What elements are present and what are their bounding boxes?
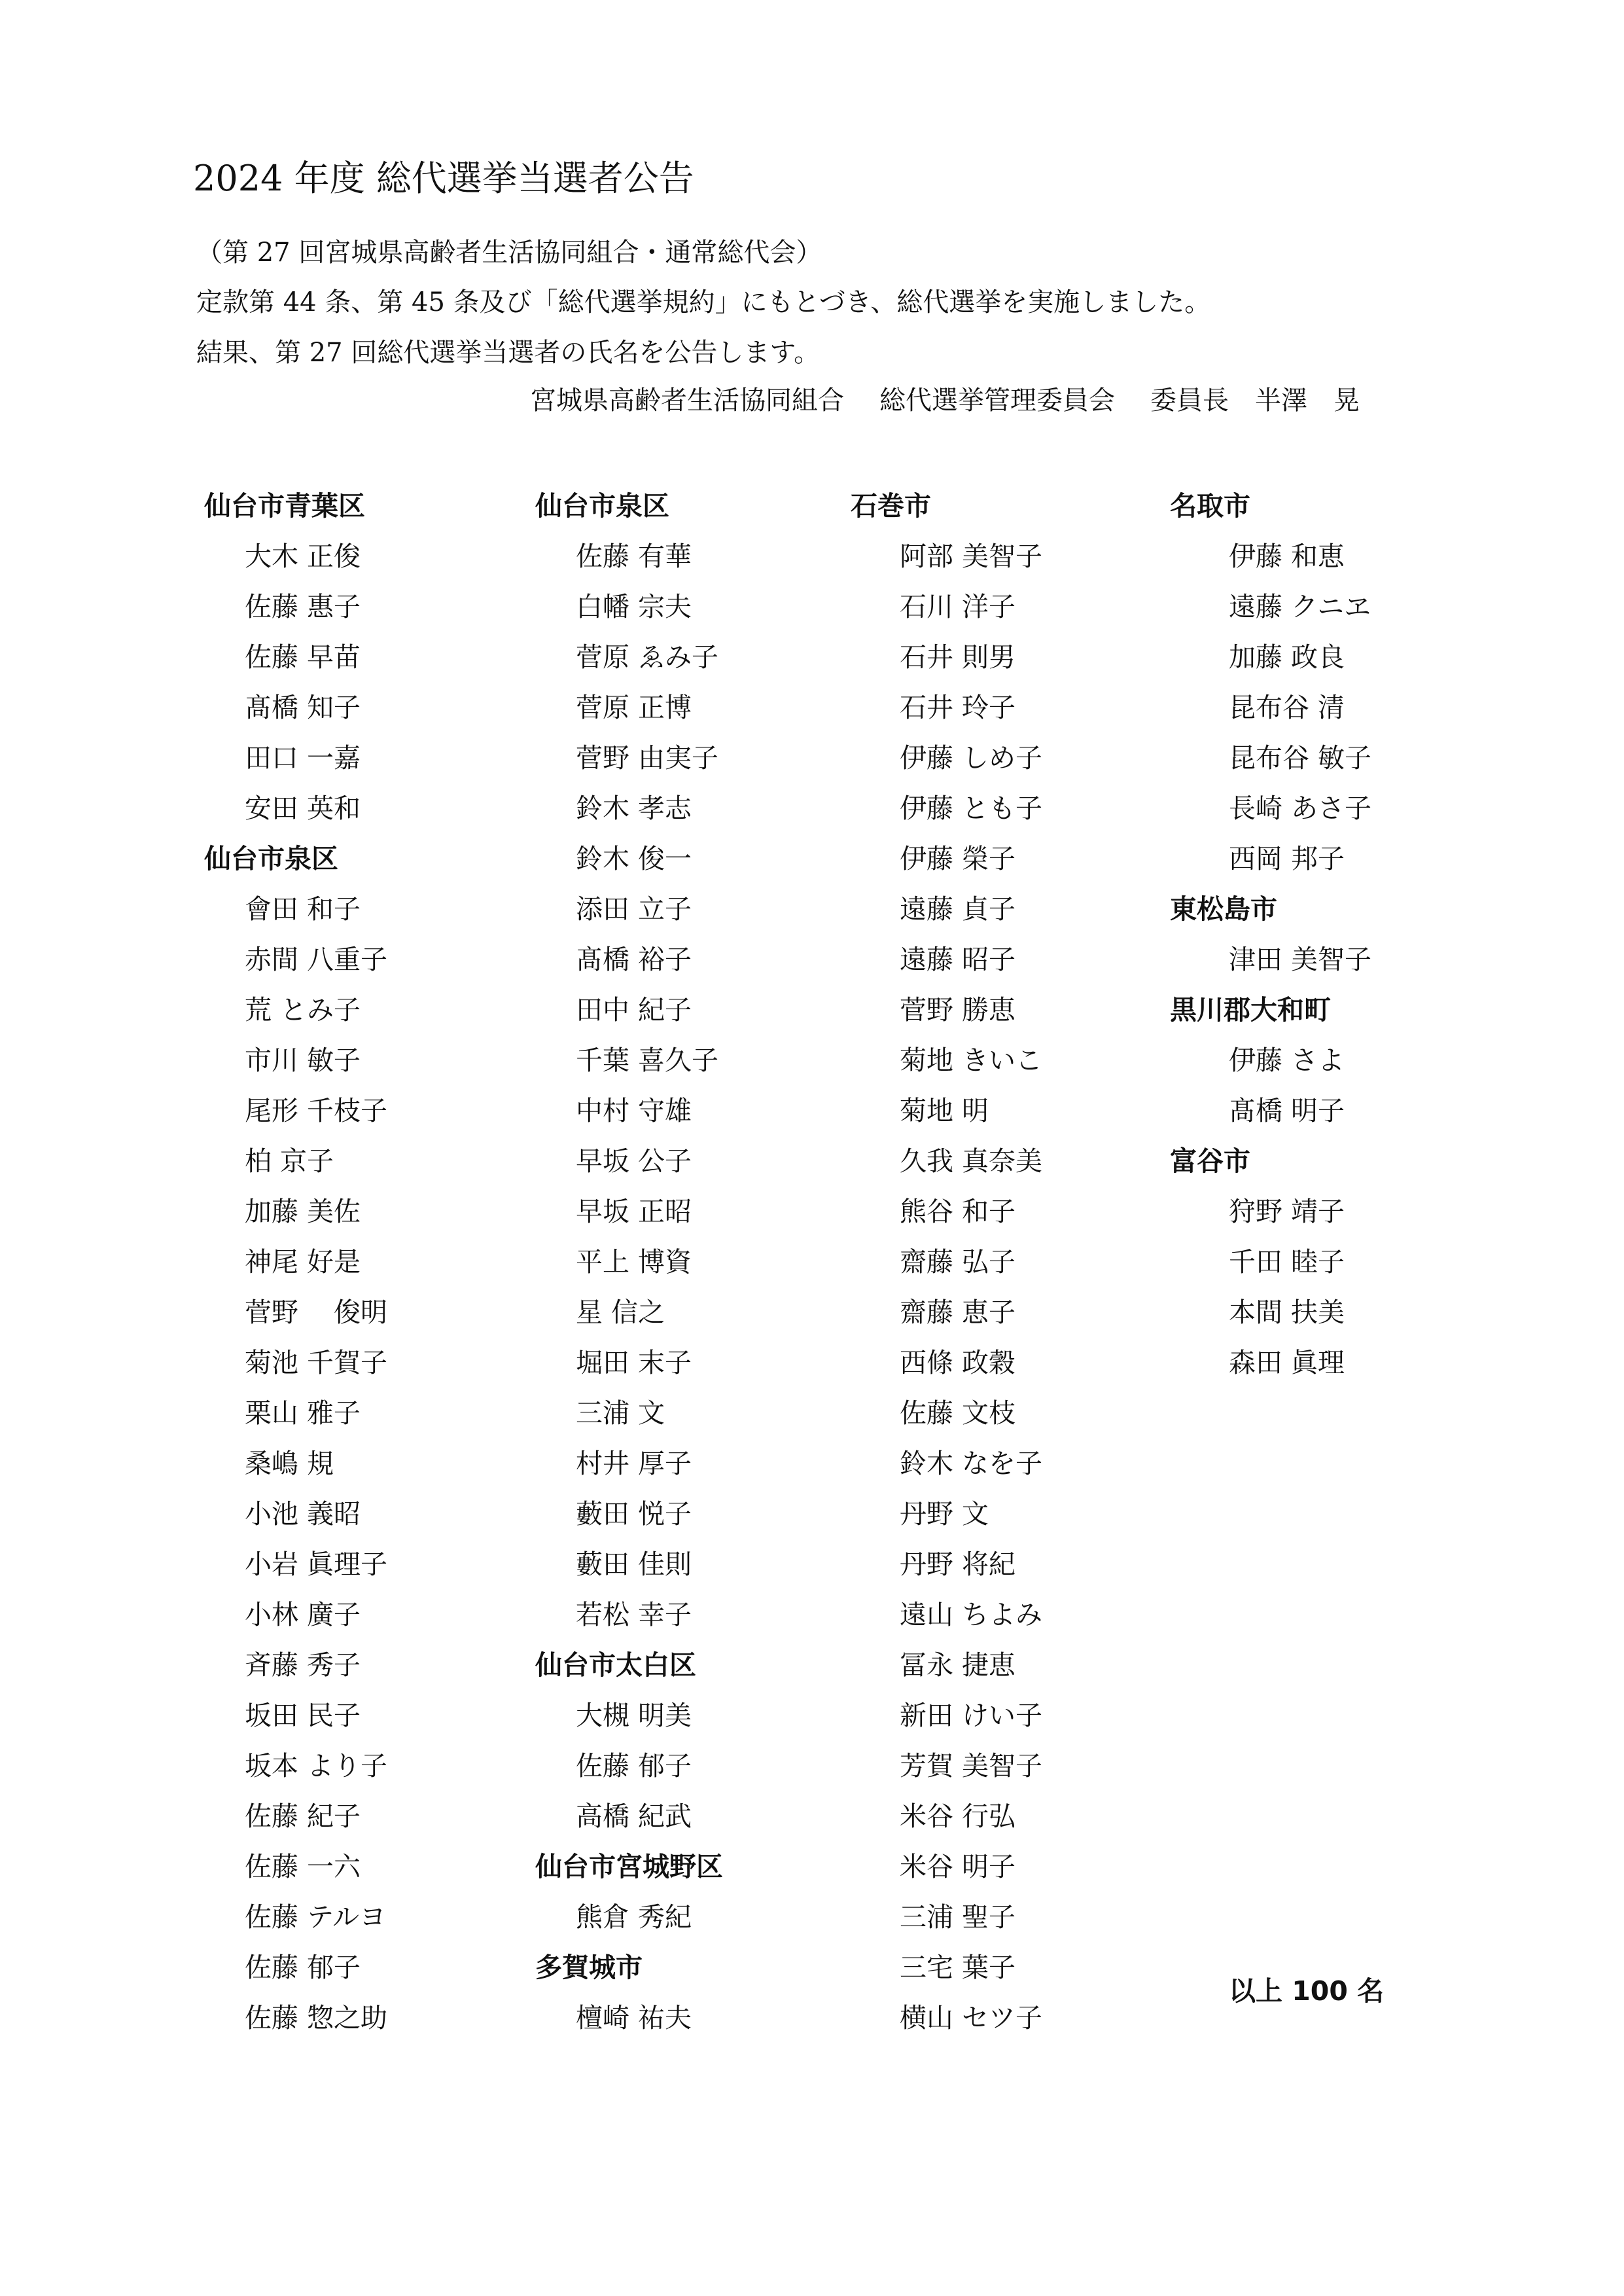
elected-name: 三浦 文 [576, 1397, 665, 1429]
elected-name: 米谷 明子 [900, 1851, 1016, 1882]
region-heading: 仙台市青葉区 [204, 490, 365, 522]
elected-name: 神尾 好是 [245, 1246, 361, 1278]
elected-name: 伊藤 和恵 [1229, 541, 1345, 572]
elected-name: 髙橋 知子 [245, 692, 361, 723]
elected-name: 赤間 八重子 [245, 944, 388, 975]
region-heading: 仙台市泉区 [535, 490, 669, 522]
elected-name: 大木 正俊 [245, 541, 361, 572]
elected-name: 菅野 由実子 [576, 742, 719, 774]
elected-name: 佐藤 紀子 [245, 1801, 361, 1832]
column-2 [535, 481, 723, 2043]
signature-organization: 宮城県高齢者生活協同組合 [530, 386, 844, 416]
elected-name: 横山 セツ子 [900, 2002, 1043, 2034]
elected-name: 三浦 聖子 [900, 1901, 1016, 1933]
elected-name: 田中 紀子 [576, 994, 692, 1026]
elected-name: 西岡 邦子 [1229, 843, 1345, 874]
region-heading: 黒川郡大和町 [1170, 994, 1331, 1026]
elected-name: 坂田 民子 [245, 1700, 361, 1731]
elected-name: 菊地 きいこ [900, 1045, 1043, 1076]
elected-name: 尾形 千枝子 [245, 1095, 388, 1126]
elected-name: 遠藤 クニヱ [1229, 591, 1371, 622]
elected-name: 早坂 正昭 [576, 1196, 692, 1227]
elected-name: 鈴木 孝志 [576, 793, 692, 824]
column-3 [851, 481, 1042, 2043]
elected-name: 石井 則男 [900, 641, 1016, 673]
elected-name: 千葉 喜久子 [576, 1045, 719, 1076]
elected-name: 白幡 宗夫 [576, 591, 692, 622]
elected-name: 髙橋 裕子 [576, 944, 692, 975]
signature-line [530, 384, 1360, 418]
elected-name: 佐藤 郁子 [245, 1952, 361, 1983]
elected-name: 菅野 俊明 [245, 1297, 388, 1328]
region-heading: 名取市 [1170, 490, 1250, 522]
elected-name: 齋藤 恵子 [900, 1297, 1016, 1328]
elected-name: 芳賀 美智子 [900, 1750, 1043, 1782]
elected-name: 冨永 捷恵 [900, 1649, 1016, 1681]
elected-name: 菅原 ゑみ子 [576, 641, 719, 673]
elected-name: 小池 義昭 [245, 1498, 361, 1530]
region-heading: 仙台市泉区 [204, 843, 338, 874]
elected-name: 佐藤 一六 [245, 1851, 361, 1882]
region-heading: 仙台市太白区 [535, 1649, 696, 1681]
elected-name: 熊倉 秀紀 [576, 1901, 692, 1933]
elected-name: 菊池 千賀子 [245, 1347, 388, 1378]
elected-name: 伊藤 しめ子 [900, 742, 1043, 774]
elected-name: 田口 一嘉 [245, 742, 361, 774]
elected-name: 小林 廣子 [245, 1599, 361, 1630]
elected-name: 新田 けい子 [900, 1700, 1043, 1731]
elected-name: 桑嶋 規 [245, 1448, 334, 1479]
elected-name: 髙橋 明子 [1229, 1095, 1345, 1126]
elected-name: 高橋 紀武 [576, 1801, 692, 1832]
elected-name: 中村 守雄 [576, 1095, 692, 1126]
elected-name: 千田 睦子 [1229, 1246, 1345, 1278]
elected-name: 遠藤 昭子 [900, 944, 1016, 975]
elected-name: 森田 眞理 [1229, 1347, 1345, 1378]
elected-name: 加藤 美佐 [245, 1196, 361, 1227]
column-1 [204, 481, 387, 2043]
elected-name: 佐藤 早苗 [245, 641, 361, 673]
elected-name: 堀田 末子 [576, 1347, 692, 1378]
total-count: 以上 100 名 [1229, 1975, 1385, 2007]
elected-name: 大槻 明美 [576, 1700, 692, 1731]
elected-name: 石井 玲子 [900, 692, 1016, 723]
elected-name: 鈴木 なを子 [900, 1448, 1043, 1479]
elected-name: 本間 扶美 [1229, 1297, 1345, 1328]
elected-name: 狩野 靖子 [1229, 1196, 1345, 1227]
page-title: 2024 年度 総代選挙当選者公告 [193, 158, 694, 199]
elected-name: 坂本 より子 [245, 1750, 388, 1782]
elected-name: 佐藤 郁子 [576, 1750, 692, 1782]
intro-line-2: 定款第 44 条、第 45 条及び「総代選挙規約」にもとづき、総代選挙を実施しました。 [196, 287, 1211, 317]
elected-name: 早坂 公子 [576, 1145, 692, 1177]
elected-name: 阿部 美智子 [900, 541, 1043, 572]
intro-line-3: 結果、第 27 回総代選挙当選者の氏名を公告します。 [196, 338, 821, 368]
elected-name: 柏 京子 [245, 1145, 334, 1177]
elected-name: 小岩 眞理子 [245, 1549, 388, 1580]
elected-name: 鈴木 俊一 [576, 843, 692, 874]
elected-name: 丹野 文 [900, 1498, 989, 1530]
elected-name: 菅野 勝恵 [900, 994, 1016, 1026]
column-4 [1170, 481, 1371, 1388]
elected-name: 市川 敏子 [245, 1045, 361, 1076]
elected-name: 斉藤 秀子 [245, 1649, 361, 1681]
elected-name: 會田 和子 [245, 893, 361, 925]
elected-name: 佐藤 惣之助 [245, 2002, 388, 2034]
elected-name: 平上 博資 [576, 1246, 692, 1278]
elected-name: 佐藤 テルヨ [245, 1901, 386, 1933]
elected-name: 遠山 ちよみ [900, 1599, 1043, 1630]
elected-name: 加藤 政良 [1229, 641, 1345, 673]
elected-name: 伊藤 とも子 [900, 793, 1043, 824]
elected-name: 荒 とみ子 [245, 994, 361, 1026]
elected-name: 米谷 行弘 [900, 1801, 1016, 1832]
elected-name: 昆布谷 敏子 [1229, 742, 1372, 774]
elected-name: 若松 幸子 [576, 1599, 692, 1630]
elected-name: 佐藤 惠子 [245, 591, 361, 622]
elected-name: 添田 立子 [576, 893, 692, 925]
elected-name: 津田 美智子 [1229, 944, 1372, 975]
elected-name: 西條 政穀 [900, 1347, 1016, 1378]
elected-name: 伊藤 さよ [1229, 1045, 1345, 1076]
elected-name: 菊地 明 [900, 1095, 989, 1126]
elected-name: 佐藤 文枝 [900, 1397, 1016, 1429]
elected-name: 安田 英和 [245, 793, 361, 824]
elected-name: 星 信之 [576, 1297, 665, 1328]
elected-name: 栗山 雅子 [245, 1397, 361, 1429]
elected-name: 菅原 正博 [576, 692, 692, 723]
elected-name: 丹野 将紀 [900, 1549, 1016, 1580]
region-heading: 石巻市 [851, 490, 931, 522]
elected-name: 久我 真奈美 [900, 1145, 1043, 1177]
elected-name: 伊藤 榮子 [900, 843, 1016, 874]
region-heading: 富谷市 [1170, 1145, 1250, 1177]
elected-name: 村井 厚子 [576, 1448, 692, 1479]
elected-name: 佐藤 有華 [576, 541, 692, 572]
elected-name: 石川 洋子 [900, 591, 1016, 622]
elected-name: 藪田 佳則 [576, 1549, 692, 1580]
signature-committee: 総代選挙管理委員会 [879, 386, 1115, 416]
region-heading: 仙台市宮城野区 [535, 1851, 723, 1882]
elected-name: 遠藤 貞子 [900, 893, 1016, 925]
region-heading: 多賀城市 [535, 1952, 643, 1983]
signature-chair: 委員長 半澤 晃 [1150, 386, 1360, 416]
elected-name: 昆布谷 清 [1229, 692, 1345, 723]
elected-name: 三宅 葉子 [900, 1952, 1016, 1983]
intro-line-1: （第 27 回宮城県高齢者生活協同組合・通常総代会） [196, 238, 822, 268]
elected-name: 藪田 悦子 [576, 1498, 692, 1530]
elected-name: 齋藤 弘子 [900, 1246, 1016, 1278]
elected-name: 檀崎 祐夫 [576, 2002, 692, 2034]
elected-name: 熊谷 和子 [900, 1196, 1016, 1227]
elected-name: 長崎 あさ子 [1229, 793, 1372, 824]
region-heading: 東松島市 [1170, 893, 1277, 925]
